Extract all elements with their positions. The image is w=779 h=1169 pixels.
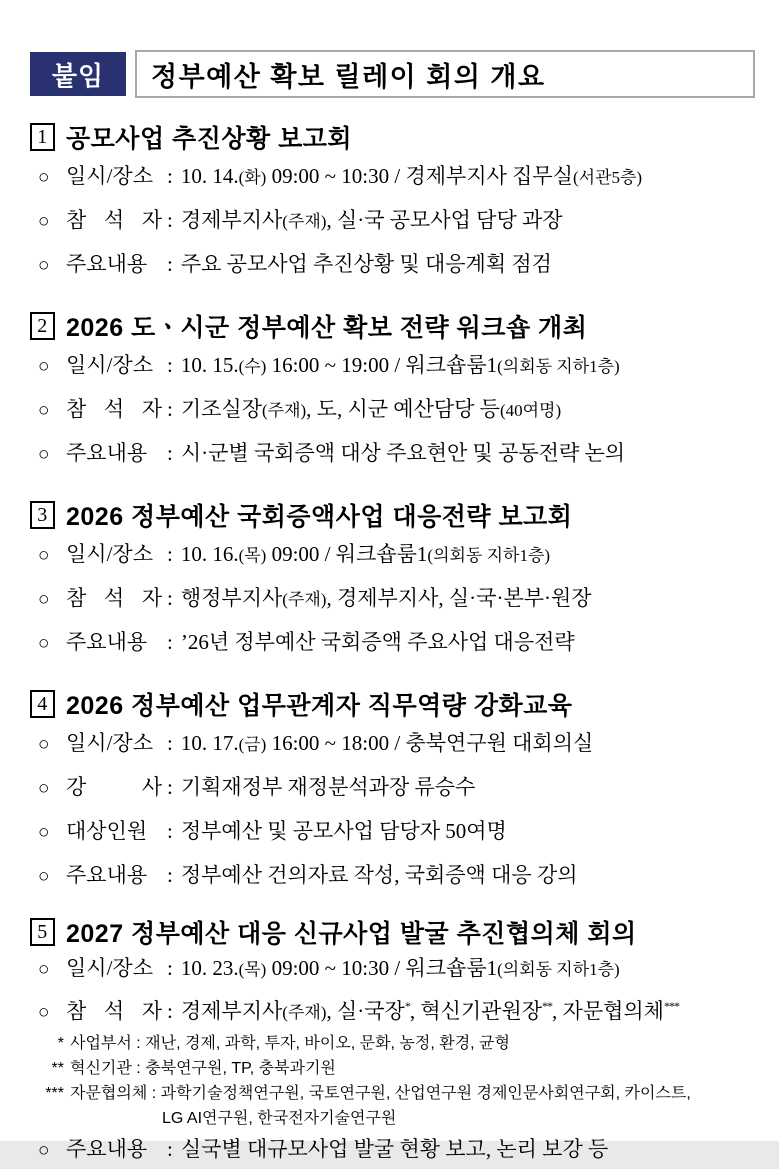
- row-label: 주요내용: [66, 252, 148, 276]
- section-number-box: 3: [30, 501, 55, 529]
- row-label: 참 석 자: [66, 208, 162, 232]
- row-label: 참 석 자: [66, 397, 162, 421]
- row-colon: :: [167, 819, 173, 843]
- row-label: 참 석 자: [66, 586, 162, 610]
- section-number-box: 2: [30, 312, 55, 340]
- meeting-row: [30, 388, 755, 432]
- row-value: 10. 15.(수) 16:00 ~ 19:00 / 워크숍룸1(의회동 지하1층): [180, 353, 620, 377]
- row-colon: :: [167, 1137, 173, 1161]
- section-number-box: 4: [30, 690, 55, 718]
- row-label: 일시/장소: [66, 731, 153, 755]
- row-value: 기조실장(주재), 도, 시군 예산담당 등(40여명): [180, 397, 562, 421]
- footnote-marker: **: [51, 1060, 64, 1077]
- row-value: 경제부지사(주재), 실·국장*, 혁신기관원장**, 자문협의체***: [180, 999, 679, 1023]
- meeting-row: [30, 199, 755, 243]
- circle-bullet: ○: [38, 822, 50, 843]
- circle-bullet: ○: [38, 1002, 50, 1023]
- section-heading: [30, 686, 755, 722]
- meeting-row: [30, 621, 755, 665]
- document-header: [30, 50, 755, 98]
- circle-bullet: ○: [38, 255, 50, 276]
- circle-bullet: ○: [38, 1140, 50, 1161]
- row-label: 일시/장소: [66, 956, 153, 980]
- row-value: 기획재정부 재정분석과장 류승수: [180, 775, 476, 799]
- footnote-text: 혁신기관 : 충북연구원, TP, 충북과기원: [70, 1060, 336, 1077]
- meeting-row: [30, 533, 755, 577]
- footnote-text: 자문협의체 : 과학기술정책연구원, 국토연구원, 산업연구원 경제인문사회연구회, 카이스트,: [70, 1085, 691, 1102]
- row-value: 주요 공모사업 추진상황 및 대응계획 점검: [180, 252, 552, 276]
- row-value: 경제부지사(주재), 실·국 공모사업 담당 과장: [180, 208, 563, 232]
- row-colon: :: [167, 775, 173, 799]
- circle-bullet: ○: [38, 400, 50, 421]
- row-value: 정부예산 및 공모사업 담당자 50여명: [180, 819, 507, 843]
- row-colon: :: [167, 164, 173, 188]
- section-heading: [30, 308, 755, 344]
- footnote-text: 사업부서 : 재난, 경제, 과학, 투자, 바이오, 문화, 농정, 환경, 균형: [70, 1035, 510, 1052]
- section-heading: [30, 119, 755, 155]
- footnote-continuation: [30, 1106, 755, 1131]
- circle-bullet: ○: [38, 866, 50, 887]
- circle-bullet: ○: [38, 545, 50, 566]
- row-value: 10. 23.(목) 09:00 ~ 10:30 / 워크숍룸1(의회동 지하1층): [180, 956, 620, 980]
- circle-bullet: ○: [38, 356, 50, 377]
- row-colon: :: [167, 441, 173, 465]
- circle-bullet: ○: [38, 959, 50, 980]
- section-1: [30, 119, 755, 287]
- row-value: 시·군별 국회증액 대상 주요현안 및 공동전략 논의: [180, 441, 626, 465]
- row-colon: :: [167, 731, 173, 755]
- row-value: 행정부지사(주재), 경제부지사, 실·국·본부·원장: [180, 586, 592, 610]
- row-label: 강 사: [66, 775, 162, 799]
- meeting-row: [30, 988, 755, 1031]
- row-colon: :: [167, 586, 173, 610]
- row-value: 10. 14.(화) 09:00 ~ 10:30 / 경제부지사 집무실(서관5층): [180, 164, 643, 188]
- row-value: 10. 17.(금) 16:00 ~ 18:00 / 충북연구원 대회의실: [180, 731, 594, 755]
- meeting-row: [30, 432, 755, 476]
- row-label: 대상인원: [66, 819, 148, 843]
- row-label: 주요내용: [66, 441, 148, 465]
- row-label: 참 석 자: [66, 999, 162, 1023]
- meeting-row: [30, 950, 755, 988]
- row-colon: :: [167, 630, 173, 654]
- row-colon: :: [167, 353, 173, 377]
- meeting-row: [30, 577, 755, 621]
- meeting-row: [30, 854, 755, 898]
- circle-bullet: ○: [38, 778, 50, 799]
- section-title: 2026 정부예산 국회증액사업 대응전략 보고회: [66, 503, 573, 531]
- row-value: 10. 16.(목) 09:00 / 워크숍룸1(의회동 지하1층): [180, 542, 551, 566]
- circle-bullet: ○: [38, 734, 50, 755]
- footnote: [30, 1081, 755, 1106]
- section-4: [30, 686, 755, 898]
- row-value: 정부예산 건의자료 작성, 국회증액 대응 강의: [180, 863, 578, 887]
- row-label: 주요내용: [66, 630, 148, 654]
- meeting-row: [30, 766, 755, 810]
- circle-bullet: ○: [38, 211, 50, 232]
- section-2: [30, 308, 755, 476]
- section-number-box: 5: [30, 918, 55, 946]
- row-colon: :: [167, 252, 173, 276]
- row-value: 실국별 대규모사업 발굴 현황 보고, 논리 보강 등: [180, 1137, 609, 1161]
- circle-bullet: ○: [38, 444, 50, 465]
- attachment-badge: 붙임: [30, 52, 126, 96]
- section-3: [30, 497, 755, 665]
- footnote: [30, 1031, 755, 1056]
- circle-bullet: ○: [38, 589, 50, 610]
- section-title: 공모사업 추진상황 보고회: [66, 125, 353, 153]
- footnote: [30, 1056, 755, 1081]
- row-label: 일시/장소: [66, 542, 153, 566]
- circle-bullet: ○: [38, 633, 50, 654]
- section-heading: [30, 497, 755, 533]
- footnote-marker: *: [57, 1035, 64, 1052]
- meeting-row: [30, 243, 755, 287]
- row-colon: :: [167, 956, 173, 980]
- row-colon: :: [167, 863, 173, 887]
- section-5: [30, 914, 755, 1169]
- row-colon: :: [167, 999, 173, 1023]
- page-title: 정부예산 확보 릴레이 회의 개요: [135, 50, 755, 98]
- footnote-marker: ***: [45, 1085, 64, 1102]
- row-colon: :: [167, 542, 173, 566]
- footnote-text: LG AI연구원, 한국전자기술연구원: [162, 1110, 397, 1127]
- row-label: 주요내용: [66, 863, 148, 887]
- meeting-row: [30, 722, 755, 766]
- meeting-row: [30, 1131, 755, 1169]
- section-number-box: 1: [30, 123, 55, 151]
- row-colon: :: [167, 397, 173, 421]
- section-title: 2027 정부예산 대응 신규사업 발굴 추진협의체 회의: [66, 920, 637, 948]
- section-heading: [30, 914, 755, 950]
- row-colon: :: [167, 208, 173, 232]
- row-label: 주요내용: [66, 1137, 148, 1161]
- row-value: ’26년 정부예산 국회증액 주요사업 대응전략: [180, 630, 575, 654]
- row-label: 일시/장소: [66, 164, 153, 188]
- section-title: 2026 도ㆍ시군 정부예산 확보 전략 워크숍 개최: [66, 314, 588, 342]
- meeting-row: [30, 810, 755, 854]
- circle-bullet: ○: [38, 167, 50, 188]
- row-label: 일시/장소: [66, 353, 153, 377]
- meeting-row: [30, 155, 755, 199]
- section-title: 2026 정부예산 업무관계자 직무역량 강화교육: [66, 692, 573, 720]
- meeting-row: [30, 344, 755, 388]
